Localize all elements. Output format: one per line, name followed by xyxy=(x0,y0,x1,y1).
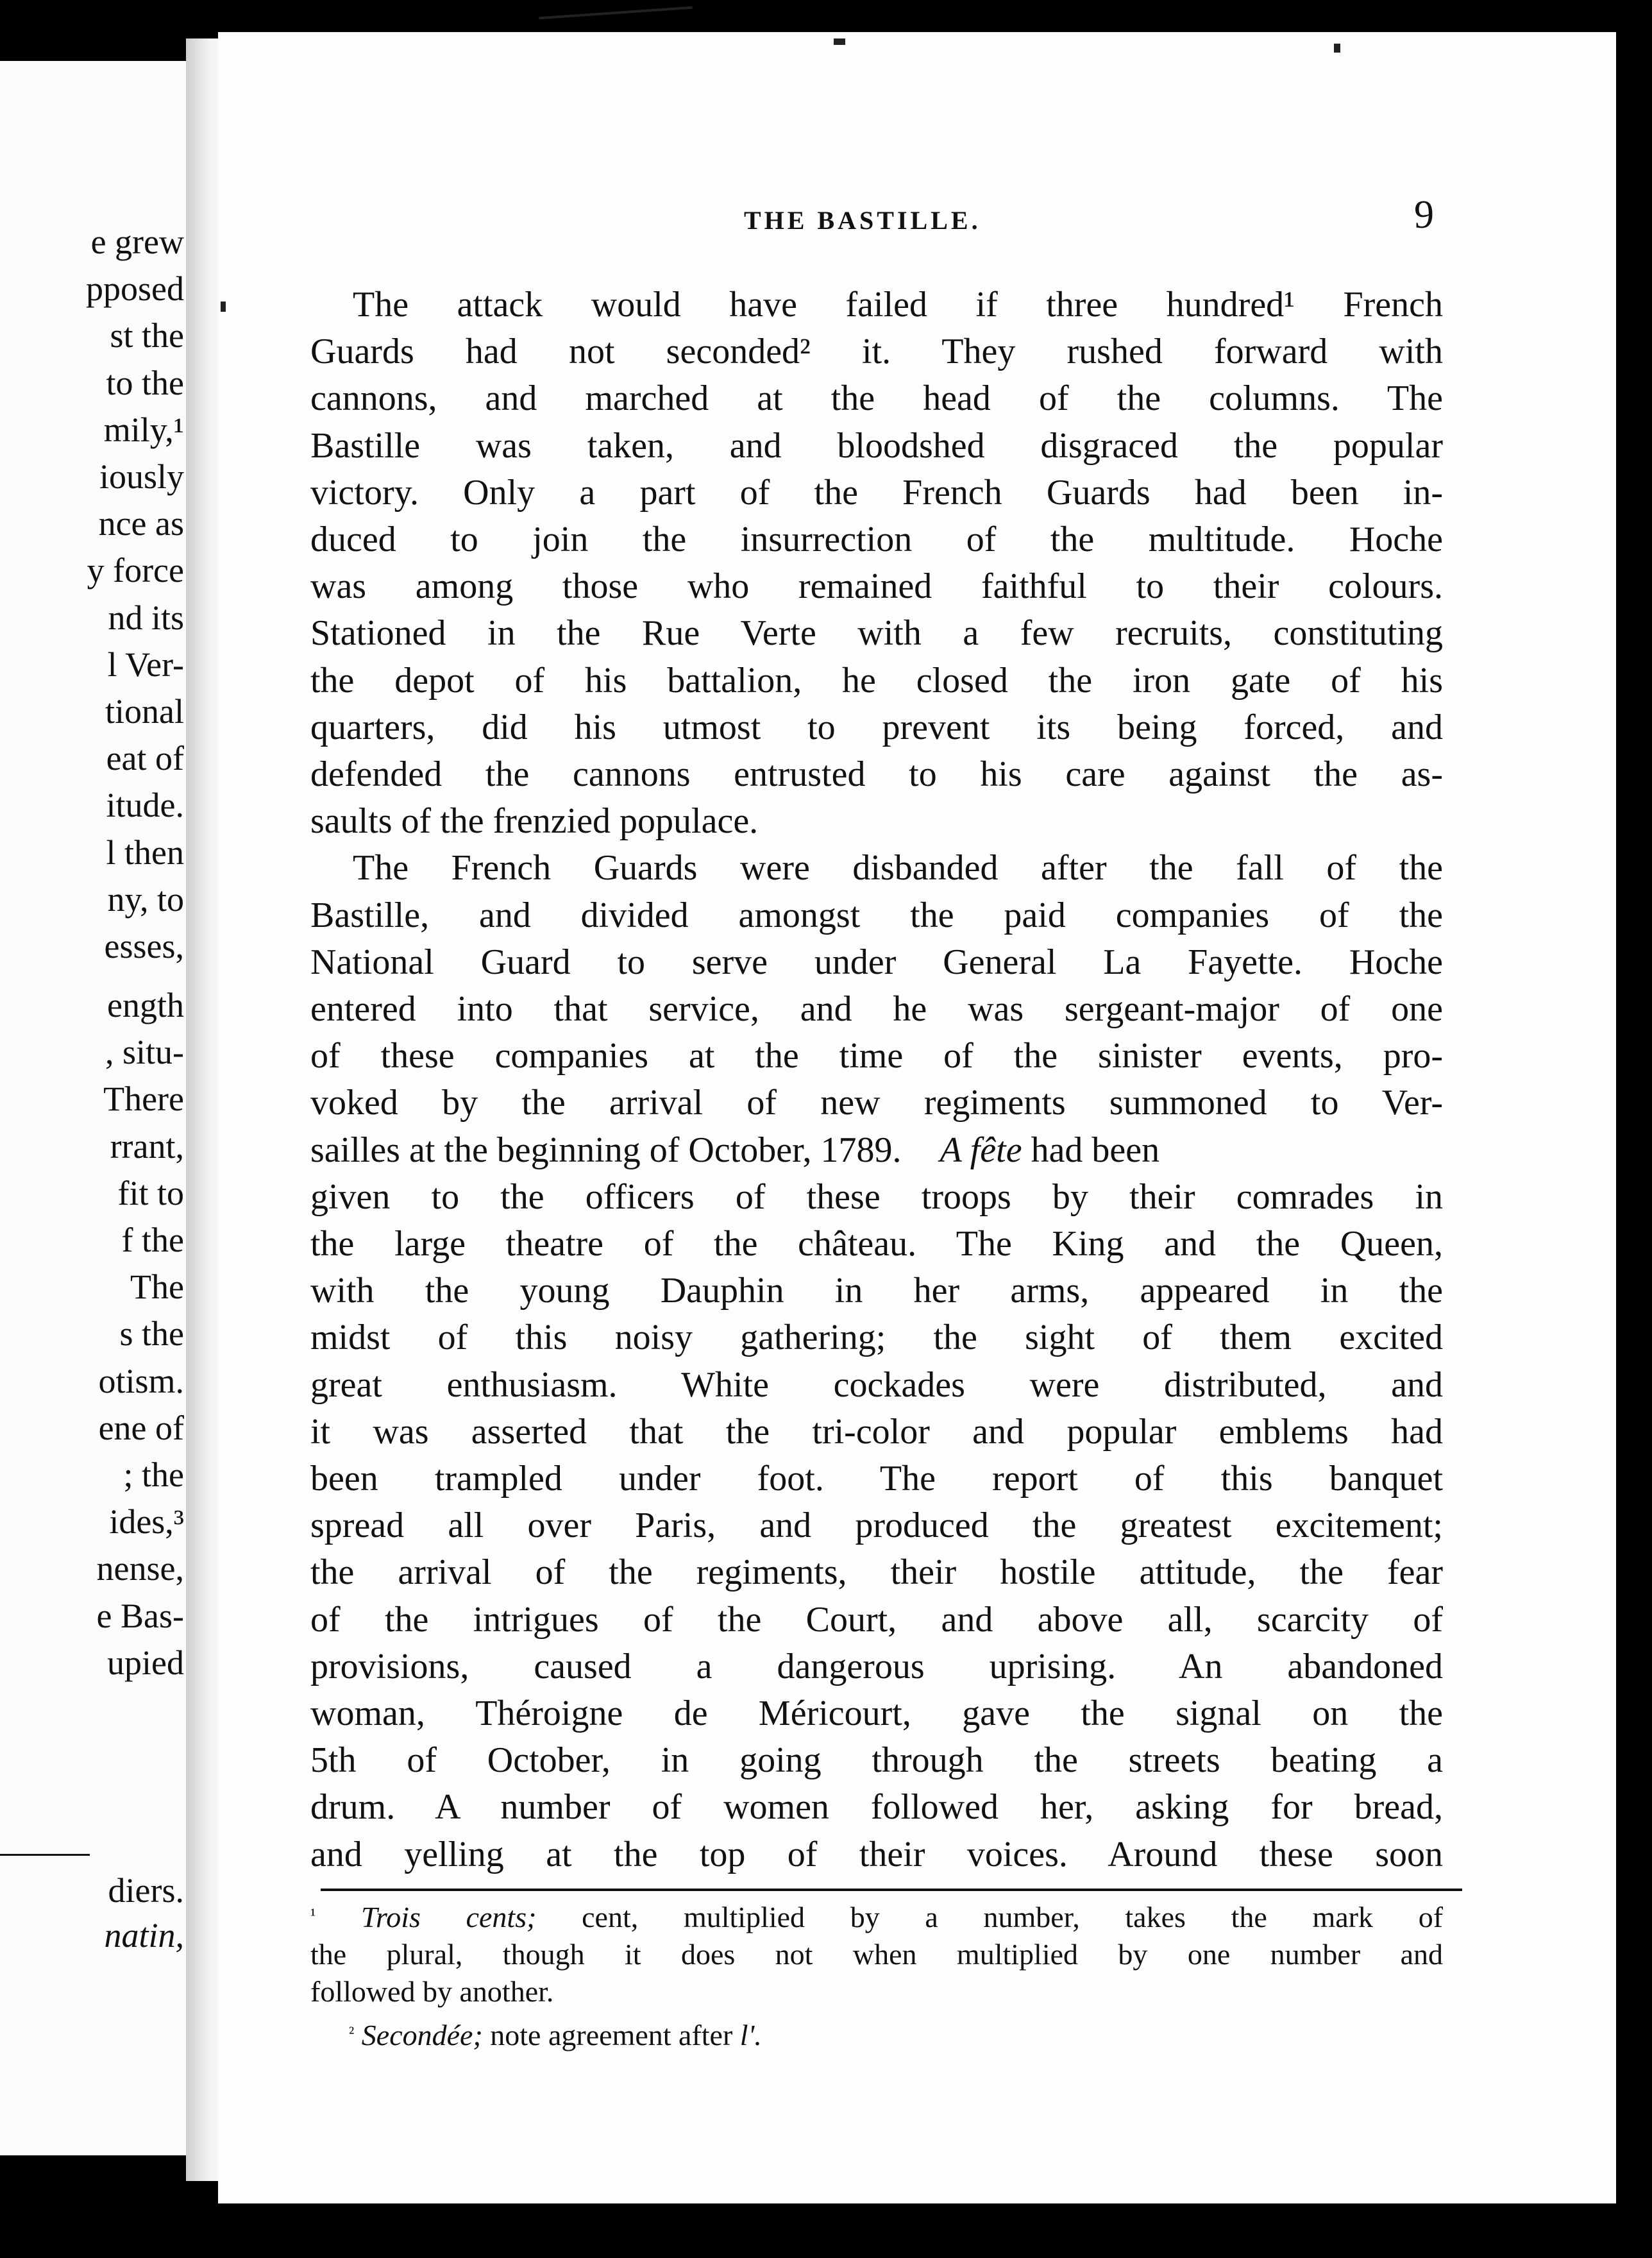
footnote-1-line-3: followed by another. xyxy=(310,1975,554,2008)
left-page-fragment: ength xyxy=(107,986,184,1024)
text-line: quarters, did his utmost to prevent its being forced, and xyxy=(310,708,1443,747)
text-line: National Guard to serve under General La Fayette. Hoche xyxy=(310,942,1443,982)
text-line: Stationed in the Rue Verte with a few recruits, constituting xyxy=(310,613,1443,653)
text-line: great enthusiasm. White cockades were distributed, and xyxy=(310,1365,1443,1405)
text-line: victory. Only a part of the French Guards had been in- xyxy=(310,473,1443,513)
text-line: voked by the arrival of new regiments summoned to Ver- xyxy=(310,1083,1443,1123)
left-page-fragment: There xyxy=(103,1080,184,1118)
left-page-fragment: esses, xyxy=(104,927,184,965)
text-line: was among those who remained faithful to their colours. xyxy=(310,566,1443,606)
scan-smudge xyxy=(539,6,693,20)
text-line: midst of this noisy gathering; the sight of them excited xyxy=(310,1318,1443,1357)
text-line: Bastille, and divided amongst the paid companies of the xyxy=(310,896,1443,935)
left-page-fragment: nense, xyxy=(96,1549,184,1588)
text-line: given to the officers of these troops by their comrades in xyxy=(310,1177,1443,1217)
text-line: woman, Théroigne de Méricourt, gave the signal on the xyxy=(310,1694,1443,1733)
left-page-fragment: itude. xyxy=(106,786,184,824)
left-page-fragment: nce as xyxy=(98,504,184,543)
text-line: Guards had not seconded² it. They rushed forward with xyxy=(310,332,1443,371)
left-page-fragment: s the xyxy=(119,1314,184,1353)
running-head: THE BASTILLE. xyxy=(744,206,981,235)
left-page-fragment: ides,³ xyxy=(109,1502,184,1541)
left-page-fragment: upied xyxy=(107,1643,184,1682)
left-page-fragment: diers. xyxy=(108,1871,184,1910)
left-page-fragment: tional xyxy=(105,692,184,731)
left-page-fragment: f the xyxy=(121,1221,184,1259)
left-page-fragment: ny, to xyxy=(107,880,184,919)
text-line: of these companies at the time of the sinister events, pro- xyxy=(310,1036,1443,1076)
left-page-fragment: e grew xyxy=(90,223,184,261)
text-line: 5th of October, in going through the streets beating a xyxy=(310,1740,1443,1780)
left-page-fragment: ene of xyxy=(98,1409,184,1447)
text-line: entered into that service, and he was sergeant-major of one xyxy=(310,989,1443,1029)
text-line-part: sailles at the beginning of October, 1789. xyxy=(310,1130,902,1170)
left-page-fragment: The xyxy=(130,1268,184,1306)
footnote-2-marker: ² xyxy=(349,2023,355,2042)
left-page-fragment: pposed xyxy=(86,269,184,308)
text-line-part: had been xyxy=(1031,1130,1160,1170)
left-page-fragment: to the xyxy=(106,364,184,402)
text-line: with the young Dauphin in her arms, appeared in the xyxy=(310,1271,1443,1311)
left-page-fragment: st the xyxy=(110,316,184,355)
left-page-fragment: l then xyxy=(106,833,184,872)
left-page-fragment: y force xyxy=(87,551,184,590)
footnote-1-marker: ¹ xyxy=(310,1905,316,1924)
text-line: the depot of his battalion, he closed the iron gate of his xyxy=(310,661,1443,700)
text-line xyxy=(310,1128,1443,1173)
footnote-1-term: Trois cents; xyxy=(360,1901,537,1933)
left-page-fragment: rrant, xyxy=(110,1127,184,1166)
left-page-fragment: nd its xyxy=(108,598,184,637)
left-page-fragment: fit to xyxy=(117,1174,184,1212)
left-page-fragment: mily,¹ xyxy=(103,411,184,449)
text-line: of the intrigues of the Court, and above all, scarcity of xyxy=(310,1600,1443,1640)
footnote-rule xyxy=(321,1889,1462,1891)
left-page-fragment: ; the xyxy=(123,1456,184,1494)
left-page-fragment: l Ver- xyxy=(107,645,184,684)
text-line: duced to join the insurrection of the multitude. Hoche xyxy=(310,520,1443,559)
text-line: and yelling at the top of their voices. Around these soon xyxy=(310,1835,1443,1874)
text-line: the arrival of the regiments, their hostile attitude, the fear xyxy=(310,1552,1443,1592)
text-line: been trampled under foot. The report of this banquet xyxy=(310,1459,1443,1498)
footnote-2-term-end: l'. xyxy=(739,2019,762,2051)
margin-mark xyxy=(221,301,226,312)
left-page-footnote-rule xyxy=(0,1854,90,1856)
footnote-2 xyxy=(310,2017,1443,2054)
footnote-1-text: cent, multiplied by a number, takes the mark of xyxy=(582,1901,1443,1933)
scan-speck xyxy=(834,38,845,45)
text-line: drum. A number of women followed her, asking for bread, xyxy=(310,1787,1443,1827)
left-page-fragment: , situ- xyxy=(105,1033,184,1071)
left-page xyxy=(0,61,196,2155)
scan-speck xyxy=(1334,44,1340,53)
left-page-fragment: otism. xyxy=(98,1362,184,1400)
footnote-1-line-2: the plural, though it does not when multiplied by one number and xyxy=(310,1938,1443,1971)
footnote-1 xyxy=(310,1899,1443,1936)
text-line: it was asserted that the tri-color and popular emblems had xyxy=(310,1412,1443,1452)
text-line: cannons, and marched at the head of the columns. The xyxy=(310,378,1443,418)
page-number: 9 xyxy=(1414,193,1434,237)
text-line: Bastille was taken, and bloodshed disgraced the popular xyxy=(310,426,1443,466)
footnote-2-term: Secondée; xyxy=(361,2019,483,2051)
left-page-fragment: natin, xyxy=(104,1916,184,1955)
text-line: the large theatre of the château. The King and the Queen, xyxy=(310,1224,1443,1264)
text-line: The attack would have failed if three hundred¹ French xyxy=(353,285,1443,325)
left-page-fragment: iously xyxy=(99,457,184,496)
text-line: provisions, caused a dangerous uprising. An abandoned xyxy=(310,1647,1443,1686)
italic-term: A fête xyxy=(940,1130,1022,1170)
left-page-fragment: e Bas- xyxy=(96,1597,184,1635)
text-line: The French Guards were disbanded after the fall of the xyxy=(353,848,1443,888)
left-page-fragment: eat of xyxy=(106,739,184,777)
text-line: saults of the frenzied populace. xyxy=(310,801,759,841)
text-line: spread all over Paris, and produced the greatest excitement; xyxy=(310,1506,1443,1545)
footnote-2-text: note agreement after xyxy=(490,2019,733,2051)
text-line: defended the cannons entrusted to his care against the as- xyxy=(310,754,1443,794)
